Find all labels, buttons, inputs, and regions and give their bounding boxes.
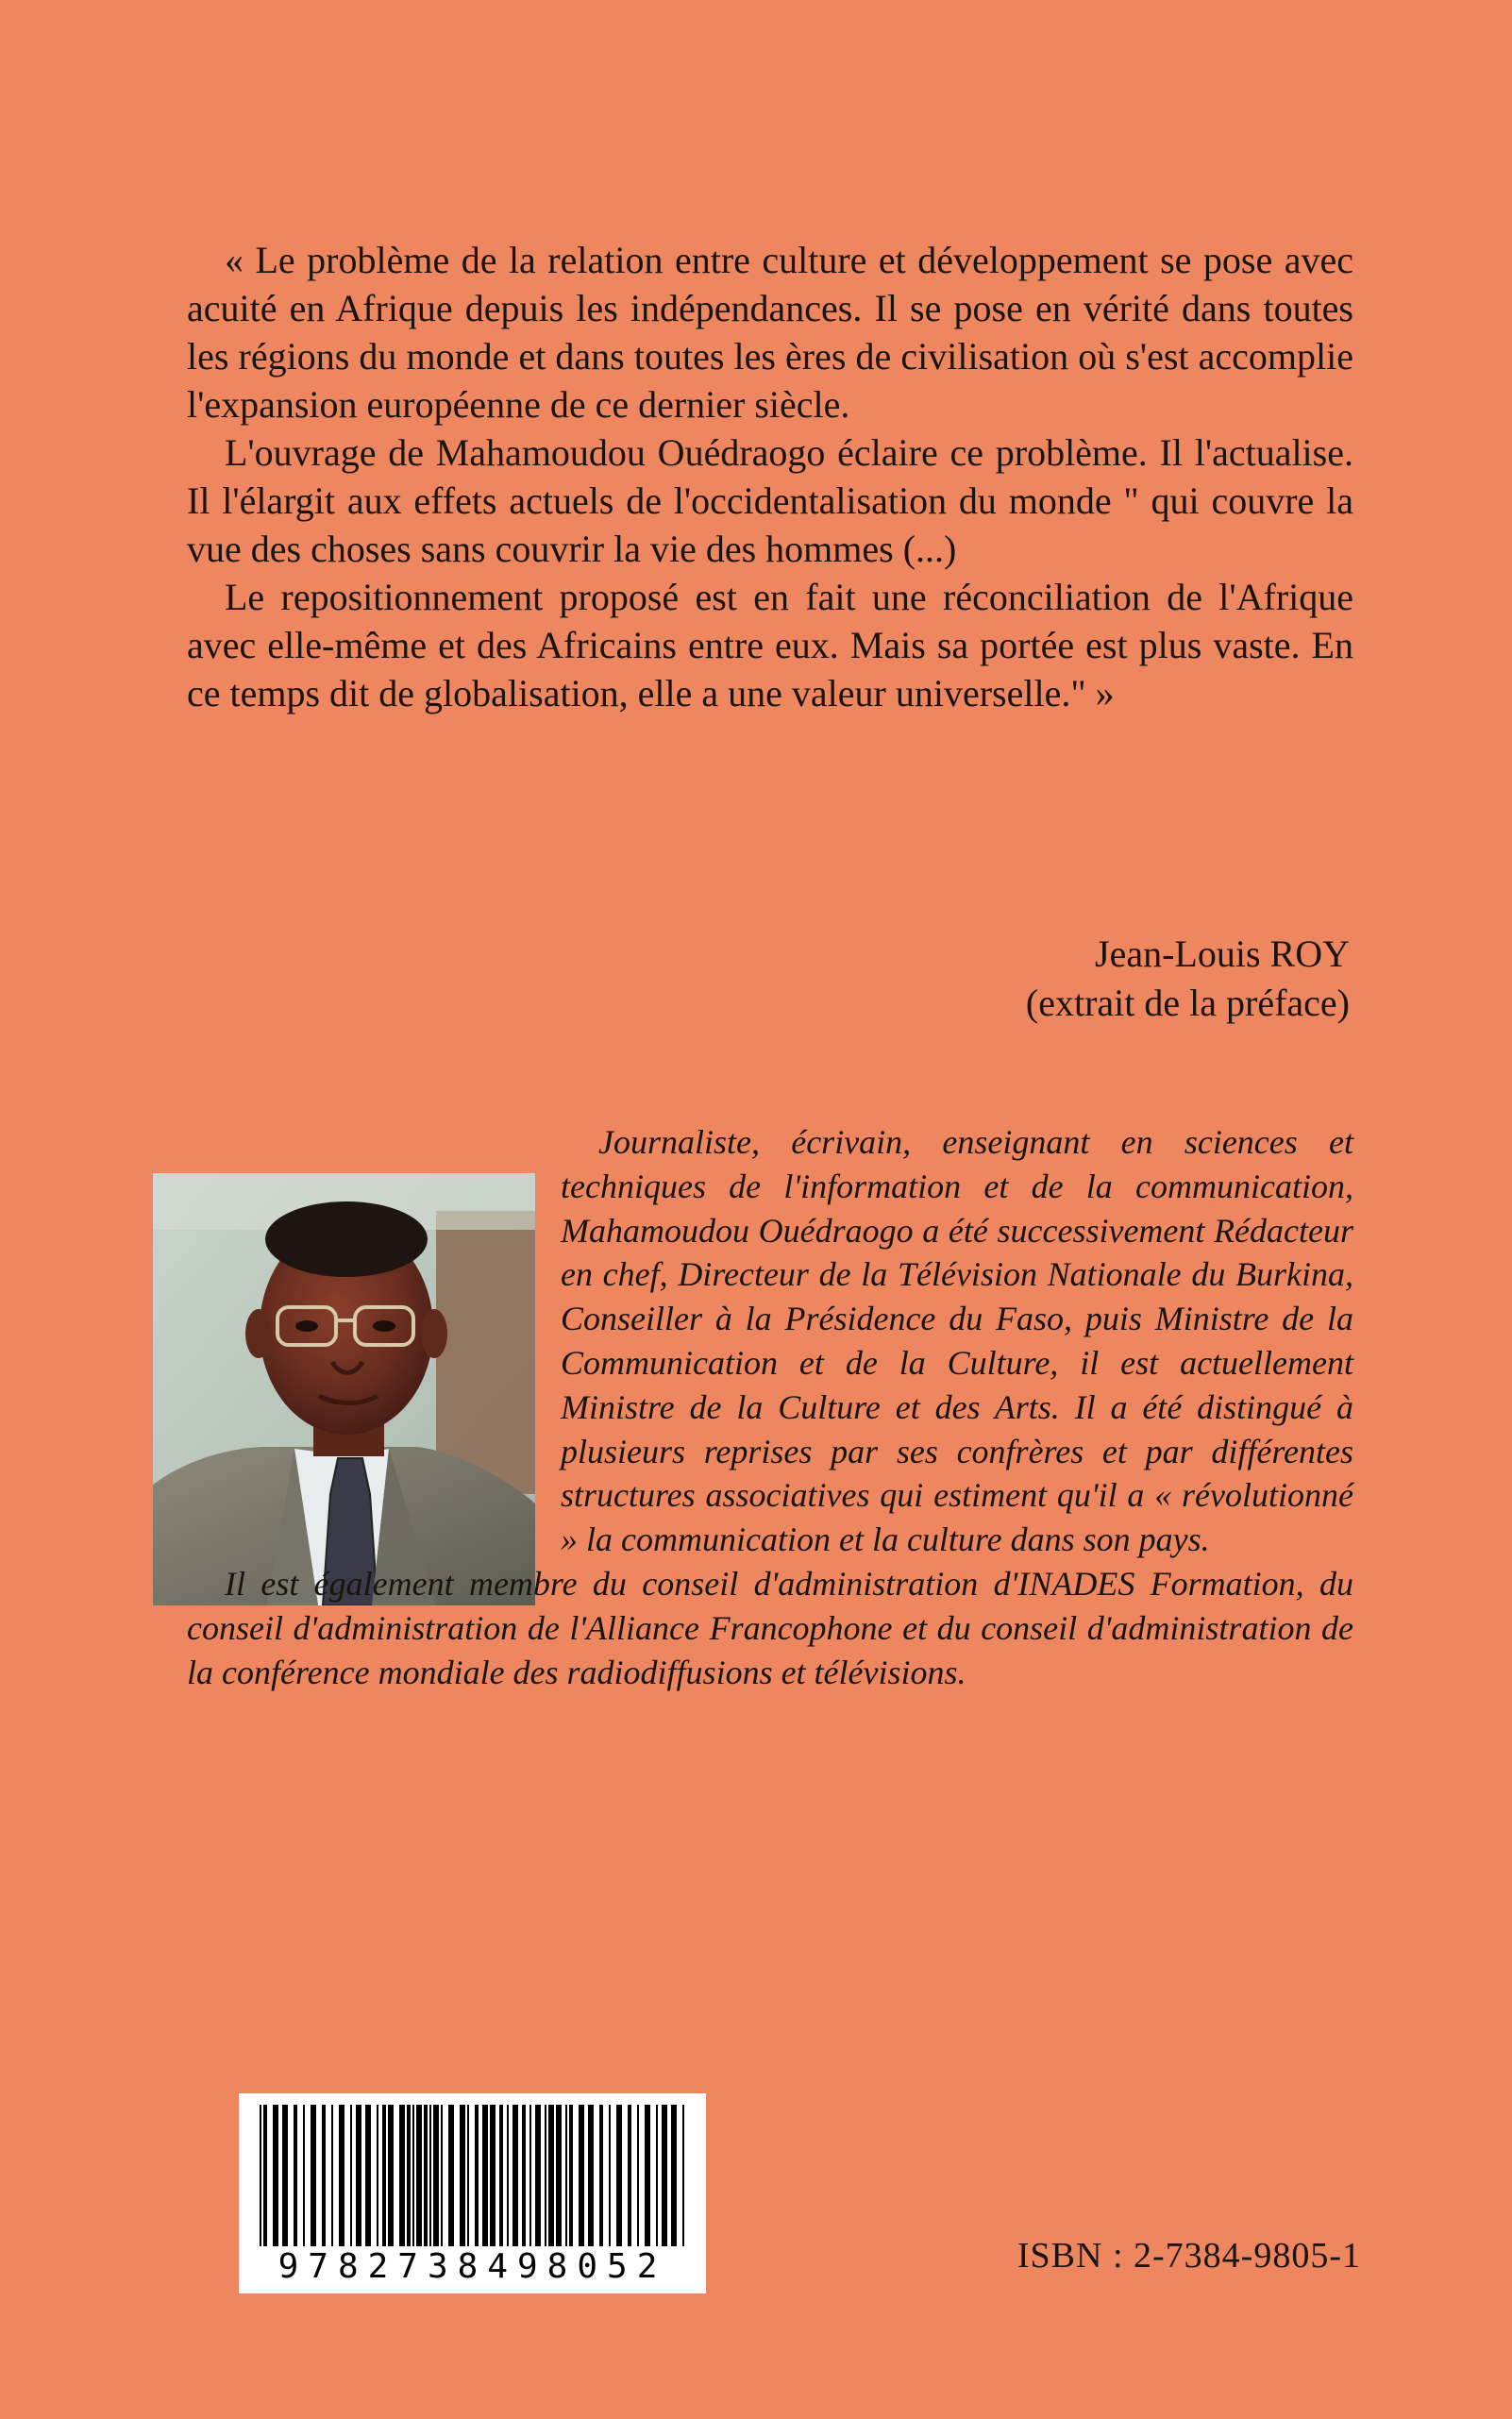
quote-paragraph: « Le problème de la relation entre culture et développement se pose avec acuité en Afrique depuis les indépendances. Il se pose en vérité dans toutes les régions du monde et dans toutes les ères de civilisation où s'est accomplie l'expansion européenne de ce dernier siècle. bbox=[187, 239, 1353, 426]
barcode-bar bbox=[429, 2105, 431, 2246]
barcode-bar bbox=[416, 2105, 422, 2246]
barcode-bar bbox=[441, 2105, 443, 2246]
barcode-bar bbox=[273, 2105, 278, 2246]
bio-paragraph: Il est également membre du conseil d'administration d'INADES Formation, du conseil d'administration de l'Alliance Francophone et du conseil d'administration de la conférence mondiale des radiodiffusions et télévisions. bbox=[187, 1564, 1353, 1691]
barcode-bar bbox=[545, 2105, 546, 2246]
barcode-bar bbox=[512, 2105, 518, 2246]
barcode-bar bbox=[682, 2105, 684, 2246]
barcode-bar bbox=[322, 2105, 326, 2246]
barcode-bar bbox=[522, 2105, 526, 2246]
barcode-bar bbox=[294, 2105, 297, 2246]
barcode-bar bbox=[475, 2105, 479, 2246]
barcode-bar bbox=[303, 2105, 305, 2246]
barcode-bar bbox=[263, 2105, 267, 2246]
barcode-bar bbox=[433, 2105, 439, 2246]
barcode-bar bbox=[331, 2105, 333, 2246]
barcode-bar bbox=[377, 2105, 378, 2246]
signature-author: Jean-Louis ROY bbox=[1095, 932, 1350, 975]
barcode-bar bbox=[569, 2105, 573, 2246]
barcode-bar bbox=[350, 2105, 352, 2246]
barcode-bar bbox=[656, 2105, 658, 2246]
barcode-bar bbox=[565, 2105, 567, 2246]
quote-paragraph: Le repositionnement proposé est en fait une réconciliation de l'Afrique avec elle-même et des Africains entre eux. Mais sa portée est plus vaste. En ce temps dit de globalisation, elle a une valeur universelle." » bbox=[187, 576, 1353, 714]
barcode-bar bbox=[282, 2105, 288, 2246]
barcode-bar bbox=[382, 2105, 386, 2246]
signature-source: (extrait de la préface) bbox=[1025, 982, 1350, 1024]
barcode-bar bbox=[645, 2105, 650, 2246]
author-biography bbox=[187, 1120, 1353, 1694]
barcode bbox=[239, 2093, 706, 2293]
bio-paragraph: Journaliste, écrivain, enseignant en sciences et techniques de l'information et de la communication, Mahamoudou Ouédraogo a été successivement Rédacteur en chef, Directeur de la Télévision Nationale du Burkina, Conseiller à la Présidence du Faso, puis Ministre de la Communication et de la Culture, il est actuellement Ministre de la Culture et des Arts. Il a été distingué à plusieurs reprises par ses confrères et par différentes structures associatives qui estiment qu'il a « révolutionné » la communication et la culture dans son pays. bbox=[561, 1123, 1353, 1559]
barcode-number: 9782738498052 bbox=[277, 2247, 667, 2286]
quote-signature bbox=[1026, 930, 1350, 1028]
barcode-bar bbox=[490, 2105, 496, 2246]
barcode-bar bbox=[311, 2105, 316, 2246]
barcode-bar bbox=[260, 2105, 261, 2246]
barcode-bar bbox=[579, 2105, 584, 2246]
barcode-bar bbox=[588, 2105, 594, 2246]
barcode-bar bbox=[356, 2105, 361, 2246]
barcode-bar bbox=[388, 2105, 394, 2246]
barcode-bar bbox=[365, 2105, 371, 2246]
barcode-bar bbox=[529, 2105, 531, 2246]
barcode-bar bbox=[399, 2105, 405, 2246]
barcode-bar bbox=[616, 2105, 622, 2246]
barcode-bar bbox=[637, 2105, 639, 2246]
barcode-bar bbox=[609, 2105, 611, 2246]
barcode-bar bbox=[535, 2105, 541, 2246]
barcode-bar bbox=[448, 2105, 454, 2246]
barcode-bar bbox=[339, 2105, 344, 2246]
barcode-bar bbox=[482, 2105, 488, 2246]
isbn-label: ISBN : 2-7384-9805-1 bbox=[1016, 2236, 1361, 2276]
barcode-bar bbox=[412, 2105, 414, 2246]
barcode-bar bbox=[671, 2105, 677, 2246]
barcode-bar bbox=[556, 2105, 562, 2246]
barcode-bar bbox=[499, 2105, 503, 2246]
barcode-bar bbox=[467, 2105, 469, 2246]
barcode-bar bbox=[507, 2105, 509, 2246]
barcode-bar bbox=[662, 2105, 667, 2246]
quote-paragraph: L'ouvrage de Mahamoudou Ouédraogo éclaire ce problème. Il l'actualise. Il l'élargit aux effets actuels de l'occidentalisation du monde " qui couvre la vue des choses sans couvrir la vie des hommes (...) bbox=[187, 431, 1353, 570]
preface-quote bbox=[187, 236, 1353, 717]
barcode-bar bbox=[460, 2105, 465, 2246]
barcode-bar bbox=[548, 2105, 554, 2246]
barcode-bar bbox=[424, 2105, 428, 2246]
barcode-bar bbox=[599, 2105, 603, 2246]
barcode-bar bbox=[407, 2105, 411, 2246]
barcode-bar bbox=[628, 2105, 631, 2246]
